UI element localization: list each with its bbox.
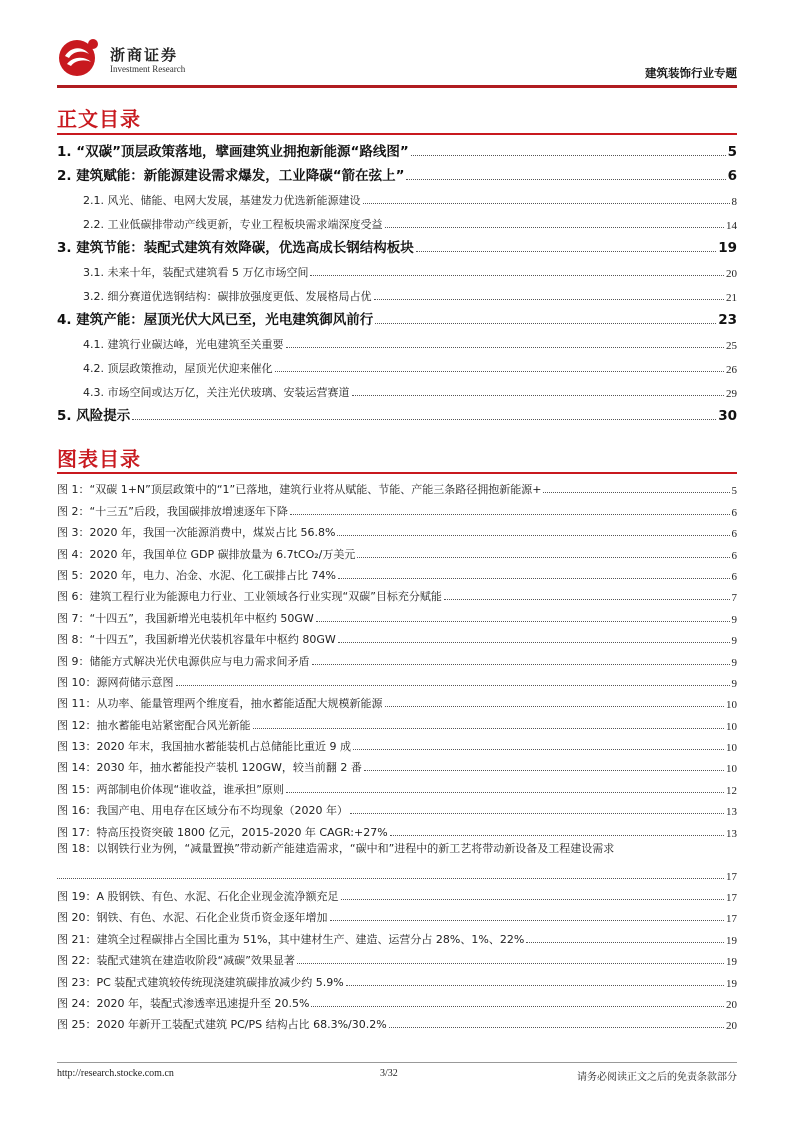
toc-entry-page: 8 [731, 196, 737, 208]
figure-entry-label: 图 17：特高压投资突破 1800 亿元，2015-2020 年 CAGR:+27% [57, 825, 388, 839]
figure-entry[interactable] [57, 1011, 737, 1032]
dot-leader [364, 769, 724, 771]
dot-leader [416, 250, 716, 252]
toc-entry-page: 20 [726, 268, 737, 280]
figure-entry-page: 20 [726, 1020, 737, 1033]
figure-entry[interactable] [57, 904, 737, 925]
figure-entry[interactable] [57, 840, 737, 883]
footer-divider [57, 1062, 737, 1063]
toc-section-entry[interactable] [57, 376, 737, 400]
toc-entry-page: 14 [726, 220, 737, 232]
figure-entry[interactable] [57, 647, 737, 668]
figure-entry-label: 图 4：2020 年，我国单位 GDP 碳排放量为 6.7tCO₂/万美元 [57, 547, 356, 561]
figure-entry-page: 10 [726, 720, 737, 733]
dot-leader [406, 178, 725, 180]
figure-entry-page: 5 [731, 485, 737, 498]
figure-entry-page: 19 [726, 956, 737, 969]
figure-entry-label: 图 25：2020 年新开工装配式建筑 PC/PS 结构占比 68.3%/30.2% [57, 1018, 387, 1032]
dot-leader [346, 984, 724, 986]
figure-entry-page: 19 [726, 977, 737, 990]
figure-entry-page: 9 [731, 635, 737, 648]
brand-name-en: Investment Research [110, 64, 186, 74]
toc-title-divider [57, 133, 737, 135]
figure-entry[interactable] [57, 562, 737, 583]
dot-leader [374, 298, 725, 300]
toc-entry-page: 25 [726, 340, 737, 352]
dot-leader [363, 202, 730, 204]
figure-entry[interactable] [57, 733, 737, 754]
figure-entry[interactable] [57, 883, 737, 904]
figure-entry-label: 图 5：2020 年，电力、冶金、水泥、化工碳排占比 74% [57, 568, 336, 582]
figure-entry-page: 13 [726, 827, 737, 840]
dot-leader [543, 491, 729, 493]
figure-entry-label: 图 2：“十三五”后段，我国碳排放增速逐年下降 [57, 504, 288, 518]
figures-title: 图表目录 [57, 447, 141, 471]
dot-leader [253, 727, 725, 729]
toc-entry-page: 19 [718, 240, 737, 256]
dot-leader [290, 513, 730, 515]
figure-entry[interactable] [57, 519, 737, 540]
figure-entry[interactable] [57, 583, 737, 604]
dot-leader [286, 791, 724, 793]
toc-chapter-entry[interactable] [57, 160, 737, 184]
figure-entry-label: 图 8：“十四五”，我国新增光伏装机容量年中枢约 80GW [57, 633, 336, 647]
figure-entry[interactable] [57, 968, 737, 989]
figure-entry[interactable] [57, 775, 737, 796]
toc-entry-label: 4.3. 市场空间或达万亿，关注光伏玻璃、安装运营赛道 [83, 386, 350, 399]
figure-entry-label: 图 24：2020 年，装配式渗透率迅速提升至 20.5% [57, 996, 310, 1010]
figure-entry[interactable] [57, 690, 737, 711]
toc-entry-label: 5. 风险提示 [57, 408, 131, 424]
toc-section-entry[interactable] [57, 328, 737, 352]
toc-entry-page: 26 [726, 364, 737, 376]
figure-entry-label: 图 6：建筑工程行业为能源电力行业、工业领域各行业实现“双碳”目标充分赋能 [57, 590, 442, 604]
brand-name-cn: 浙商证券 [110, 46, 179, 64]
dot-leader [338, 577, 730, 579]
dot-leader [375, 322, 716, 324]
dot-leader [444, 598, 730, 600]
dot-leader [385, 705, 725, 707]
figure-entry[interactable] [57, 818, 737, 839]
figure-entry-label: 图 13：2020 年末，我国抽水蓄能装机占总储能比重近 9 成 [57, 740, 351, 754]
dot-leader [350, 812, 724, 814]
toc-entry-label: 3. 建筑节能：装配式建筑有效降碳，优选高成长钢结构板块 [57, 240, 414, 256]
figure-entry[interactable] [57, 540, 737, 561]
figure-entry-label: 图 3：2020 年，我国一次能源消费中，煤炭占比 56.8% [57, 526, 336, 540]
dot-leader [311, 1005, 724, 1007]
figure-entry-label: 图 10：源网荷储示意图 [57, 675, 174, 689]
figure-entry-label: 图 22：装配式建筑在建造收阶段“减碳”效果显著 [57, 954, 295, 968]
footer-url[interactable]: http://research.stocke.com.cn [57, 1068, 174, 1079]
figure-entry-label: 图 12：抽水蓄能电站紧密配合风光新能 [57, 718, 251, 732]
toc-entry-label: 2.1. 风光、储能、电网大发展，基建发力优选新能源建设 [83, 194, 361, 207]
dot-leader [352, 394, 725, 396]
figure-entry-page: 10 [726, 742, 737, 755]
figure-entry-page: 9 [731, 613, 737, 626]
figure-entry-label: 图 20：钢铁、有色、水泥、石化企业货币资金逐年增加 [57, 911, 328, 925]
disclaimer-note: 请务必阅读正文之后的免责条款部分 [577, 1072, 737, 1083]
figure-entry-page: 13 [726, 806, 737, 819]
toc-entry-label: 3.2. 细分赛道优选钢结构：碳排放强度更低、发展格局占优 [83, 290, 372, 303]
figure-entry-page: 10 [726, 763, 737, 776]
figure-entry-page: 17 [726, 870, 737, 883]
page-number: 3/32 [380, 1068, 398, 1079]
figure-entry[interactable] [57, 497, 737, 518]
dot-leader [275, 370, 725, 372]
toc-entry-label: 2.2. 工业低碳排带动产线更新，专业工程板块需求端深度受益 [83, 218, 383, 231]
dot-leader [341, 898, 724, 900]
report-type: 建筑装饰行业专题 [645, 66, 737, 80]
toc-section-entry[interactable] [57, 280, 737, 304]
figure-entry-page: 6 [731, 506, 737, 519]
figure-entry-label: 图 19：A 股钢铁、有色、水泥、石化企业现金流净额充足 [57, 890, 339, 904]
figure-entry[interactable] [57, 669, 737, 690]
dot-leader [337, 534, 729, 536]
figure-entry-page: 6 [731, 570, 737, 583]
dot-leader [390, 834, 724, 836]
toc-section-entry[interactable] [57, 352, 737, 376]
dot-leader [286, 346, 725, 348]
dot-leader [176, 684, 730, 686]
toc-entry-label: 4.2. 顶层政策推动，屋顶光伏迎来催化 [83, 362, 273, 375]
toc-entry-page: 23 [718, 312, 737, 328]
toc-title: 正文目录 [57, 107, 141, 131]
figure-entry-page: 7 [731, 592, 737, 605]
dot-leader [297, 962, 724, 964]
dot-leader [526, 941, 724, 943]
figure-entry-label: 图 1：“双碳 1+N”顶层政策中的“1”已落地，建筑行业将从赋能、节能、产能三条路径拥抱新能源+ [57, 483, 542, 497]
figure-entry-label: 图 11：从功率、能量管理两个维度看，抽水蓄能适配大规模新能源 [57, 697, 383, 711]
dot-leader [389, 1026, 724, 1028]
toc-entry-label: 2. 建筑赋能：新能源建设需求爆发，工业降碳“箭在弦上” [57, 168, 405, 184]
dot-leader [411, 154, 726, 156]
figure-entry-page: 9 [731, 677, 737, 690]
figure-entry-label: 图 7：“十四五”，我国新增光电装机年中枢约 50GW [57, 611, 314, 625]
dot-leader [330, 919, 725, 921]
figure-entry-page: 12 [726, 784, 737, 797]
figure-entry[interactable] [57, 797, 737, 818]
toc-entry-label: 3.1. 未来十年，装配式建筑看 5 万亿市场空间 [83, 266, 309, 279]
figure-entry[interactable] [57, 925, 737, 946]
toc-entry-page: 6 [727, 168, 737, 184]
zheshang-logo-icon [57, 36, 101, 78]
figure-entry-page: 20 [726, 998, 737, 1011]
dot-leader [338, 641, 730, 643]
figure-entry[interactable] [57, 711, 737, 732]
figure-entry-label: 图 16：我国产电、用电存在区域分布不均现象（2020 年） [57, 804, 348, 818]
toc-chapter-entry[interactable] [57, 136, 737, 160]
figure-entry-page: 9 [731, 656, 737, 669]
figures-title-divider [57, 472, 737, 474]
toc-entry-page: 5 [727, 144, 737, 160]
figure-entry[interactable] [57, 947, 737, 968]
toc-entry-label: 4. 建筑产能：屋顶光伏大风已至，光电建筑御风前行 [57, 312, 374, 328]
dot-leader [310, 274, 724, 276]
dot-leader [357, 556, 729, 558]
page-header [57, 36, 737, 86]
dot-leader [353, 748, 724, 750]
toc-chapter-entry[interactable] [57, 304, 737, 328]
toc-section-entry[interactable] [57, 208, 737, 232]
figure-entry[interactable] [57, 754, 737, 775]
figure-entry-label: 图 18：以钢铁行业为例，“减量置换”带动新产能建造需求，“碳中和”进程中的新工艺将带动新设备及工程建设需求 [57, 841, 615, 855]
dot-leader [57, 877, 724, 879]
figure-entry[interactable] [57, 990, 737, 1011]
figure-entry-label: 图 15：两部制电价体现“谁收益，谁承担”原则 [57, 782, 284, 796]
toc-entry-page: 29 [726, 388, 737, 400]
toc-entry-page: 21 [726, 292, 737, 304]
figures-list [57, 476, 737, 1032]
figure-entry-page: 6 [731, 528, 737, 541]
toc-section-entry[interactable] [57, 256, 737, 280]
figure-entry[interactable] [57, 626, 737, 647]
figure-entry-label: 图 21：建筑全过程碳排占全国比重为 51%，其中建材生产、建造、运营分占 28%、1%、22% [57, 932, 525, 946]
dot-leader [132, 418, 716, 420]
figure-entry-label: 图 23：PC 装配式建筑较传统现浇建筑碳排放减少约 5.9% [57, 975, 344, 989]
dot-leader [385, 226, 725, 228]
header-divider [57, 85, 737, 88]
figure-entry-label: 图 14：2030 年，抽水蓄能投产装机 120GW，较当前翻 2 番 [57, 761, 362, 775]
figure-entry-page: 17 [726, 892, 737, 905]
figure-entry-page: 6 [731, 549, 737, 562]
toc-entry-label: 1. “双碳”顶层政策落地，擘画建筑业拥抱新能源“路线图” [57, 144, 409, 160]
toc-entry-page: 30 [718, 408, 737, 424]
figure-entry-page: 17 [726, 913, 737, 926]
toc-list [57, 136, 737, 424]
figure-entry-label: 图 9：储能方式解决光伏电源供应与电力需求间矛盾 [57, 654, 310, 668]
toc-chapter-entry[interactable] [57, 400, 737, 424]
figure-entry[interactable] [57, 604, 737, 625]
toc-chapter-entry[interactable] [57, 232, 737, 256]
figure-entry[interactable] [57, 476, 737, 497]
figure-entry-page: 19 [726, 934, 737, 947]
dot-leader [316, 620, 730, 622]
figure-entry-page: 10 [726, 699, 737, 712]
dot-leader [312, 663, 730, 665]
toc-entry-label: 4.1. 建筑行业碳达峰，光电建筑至关重要 [83, 338, 284, 351]
toc-section-entry[interactable] [57, 184, 737, 208]
